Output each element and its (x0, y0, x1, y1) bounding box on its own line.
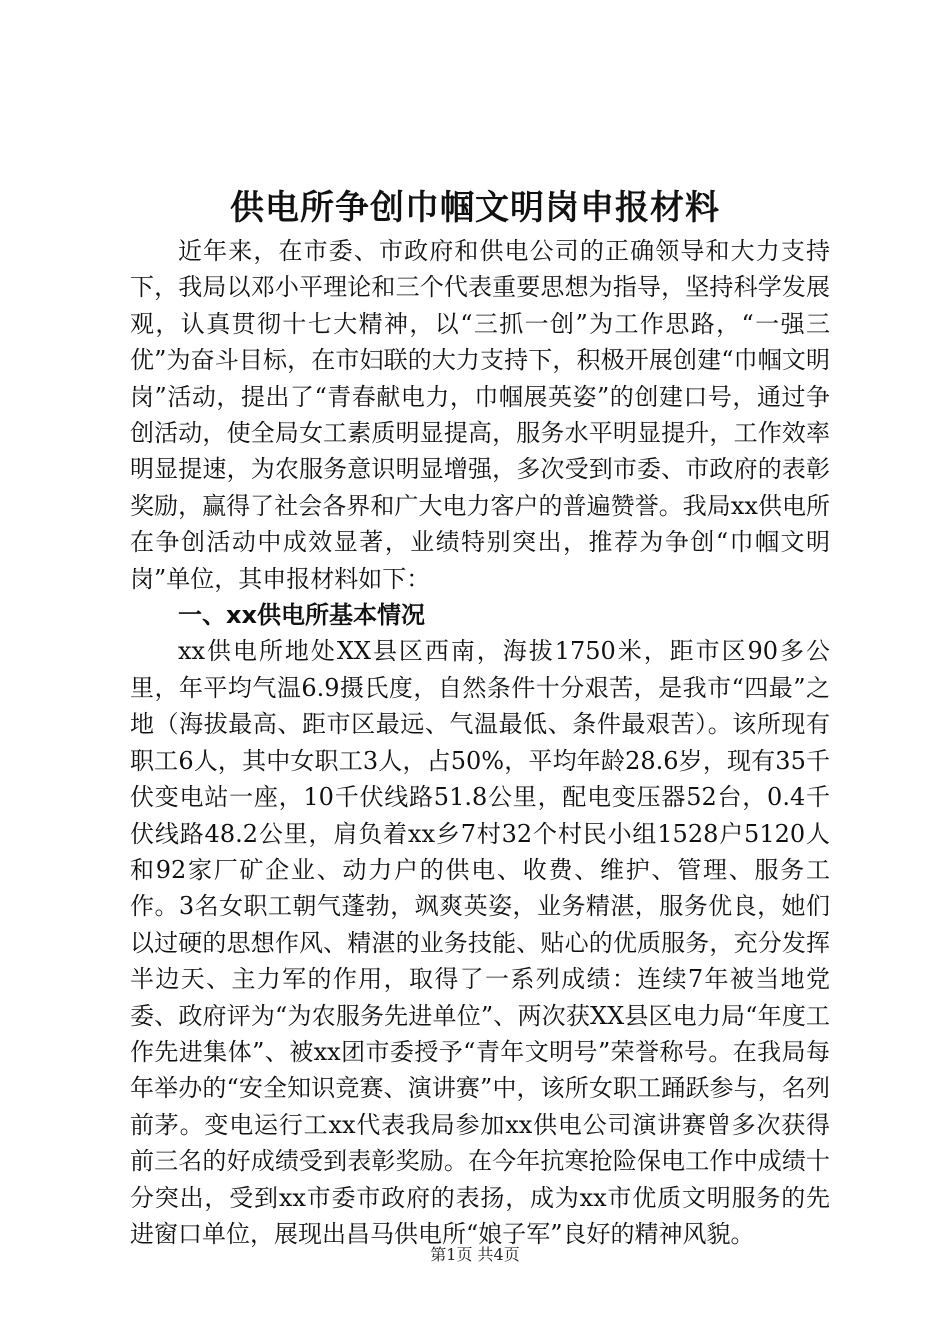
section-heading: 一、xx供电所基本情况 (178, 601, 425, 630)
document-body (130, 233, 830, 1252)
intro-paragraph: 近年来，在市委、市政府和供电公司的正确领导和大力支持下，我局以邓小平理论和三个代表重要思想为指导，坚持科学发展观，认真贯彻十七大精神，以“三抓一创”为工作思路，“一强三优”为奋斗目标，在市妇联的大力支持下，积极开展创建“巾帼文明岗”活动，提出了“青春献电力，巾帼展英姿”的创建口号，通过争创活动，使全局女工素质明显提高，服务水平明显提升，工作效率明显提速，为农服务意识明显增强，多次受到市委、市政府的表彰奖励，赢得了社会各界和广大电力客户的普遍赞誉。我局xx供电所在争创活动中成效显著，业绩特别突出，推荐为争创“巾帼文明岗”单位，其申报材料如下： (130, 237, 830, 593)
page-indicator: 第1页 共4页 (430, 1245, 520, 1264)
document-title: 供电所争创巾帼文明岗申报材料 (230, 188, 720, 228)
section-paragraph: xx供电所地处XX县区西南，海拔1750米，距市区90多公里，年平均气温6.9摄氏度，自然条件十分艰苦，是我市“四最”之地（海拔最高、距市区最远、气温最低、条件最艰苦）。该所现有职工6人，其中女职工3人，占50%，平均年龄28.6岁，现有35千伏变电站一座，10千伏线路51.8公里，配电变压器52台，0.4千伏线路48.2公里，肩负着xx乡7村32个村民小组1528户5120人和92家厂矿企业、动力户的供电、收费、维护、管理、服务工作。3名女职工朝气蓬勃，飒爽英姿，业务精湛，服务优良，她们以过硬的思想作风、精湛的业务技能、贴心的优质服务，充分发挥半边天、主力军的作用，取得了一系列成绩：连续7年被当地党委、政府评为“为农服务先进单位”、两次获XX县区电力局“年度工作先进集体”、被xx团市委授予“青年文明号”荣誉称号。在我局每年举办的“安全知识竞赛、演讲赛”中，该所女职工踊跃参与，名列前茅。变电运行工xx代表我局参加xx供电公司演讲赛曾多次获得前三名的好成绩受到表彰奖励。在今年抗寒抢险保电工作中成绩十分突出，受到xx市委市政府的表扬，成为xx市优质文明服务的先进窗口单位，展现出昌马供电所“娘子军”良好的精神风貌。 (130, 637, 830, 1248)
